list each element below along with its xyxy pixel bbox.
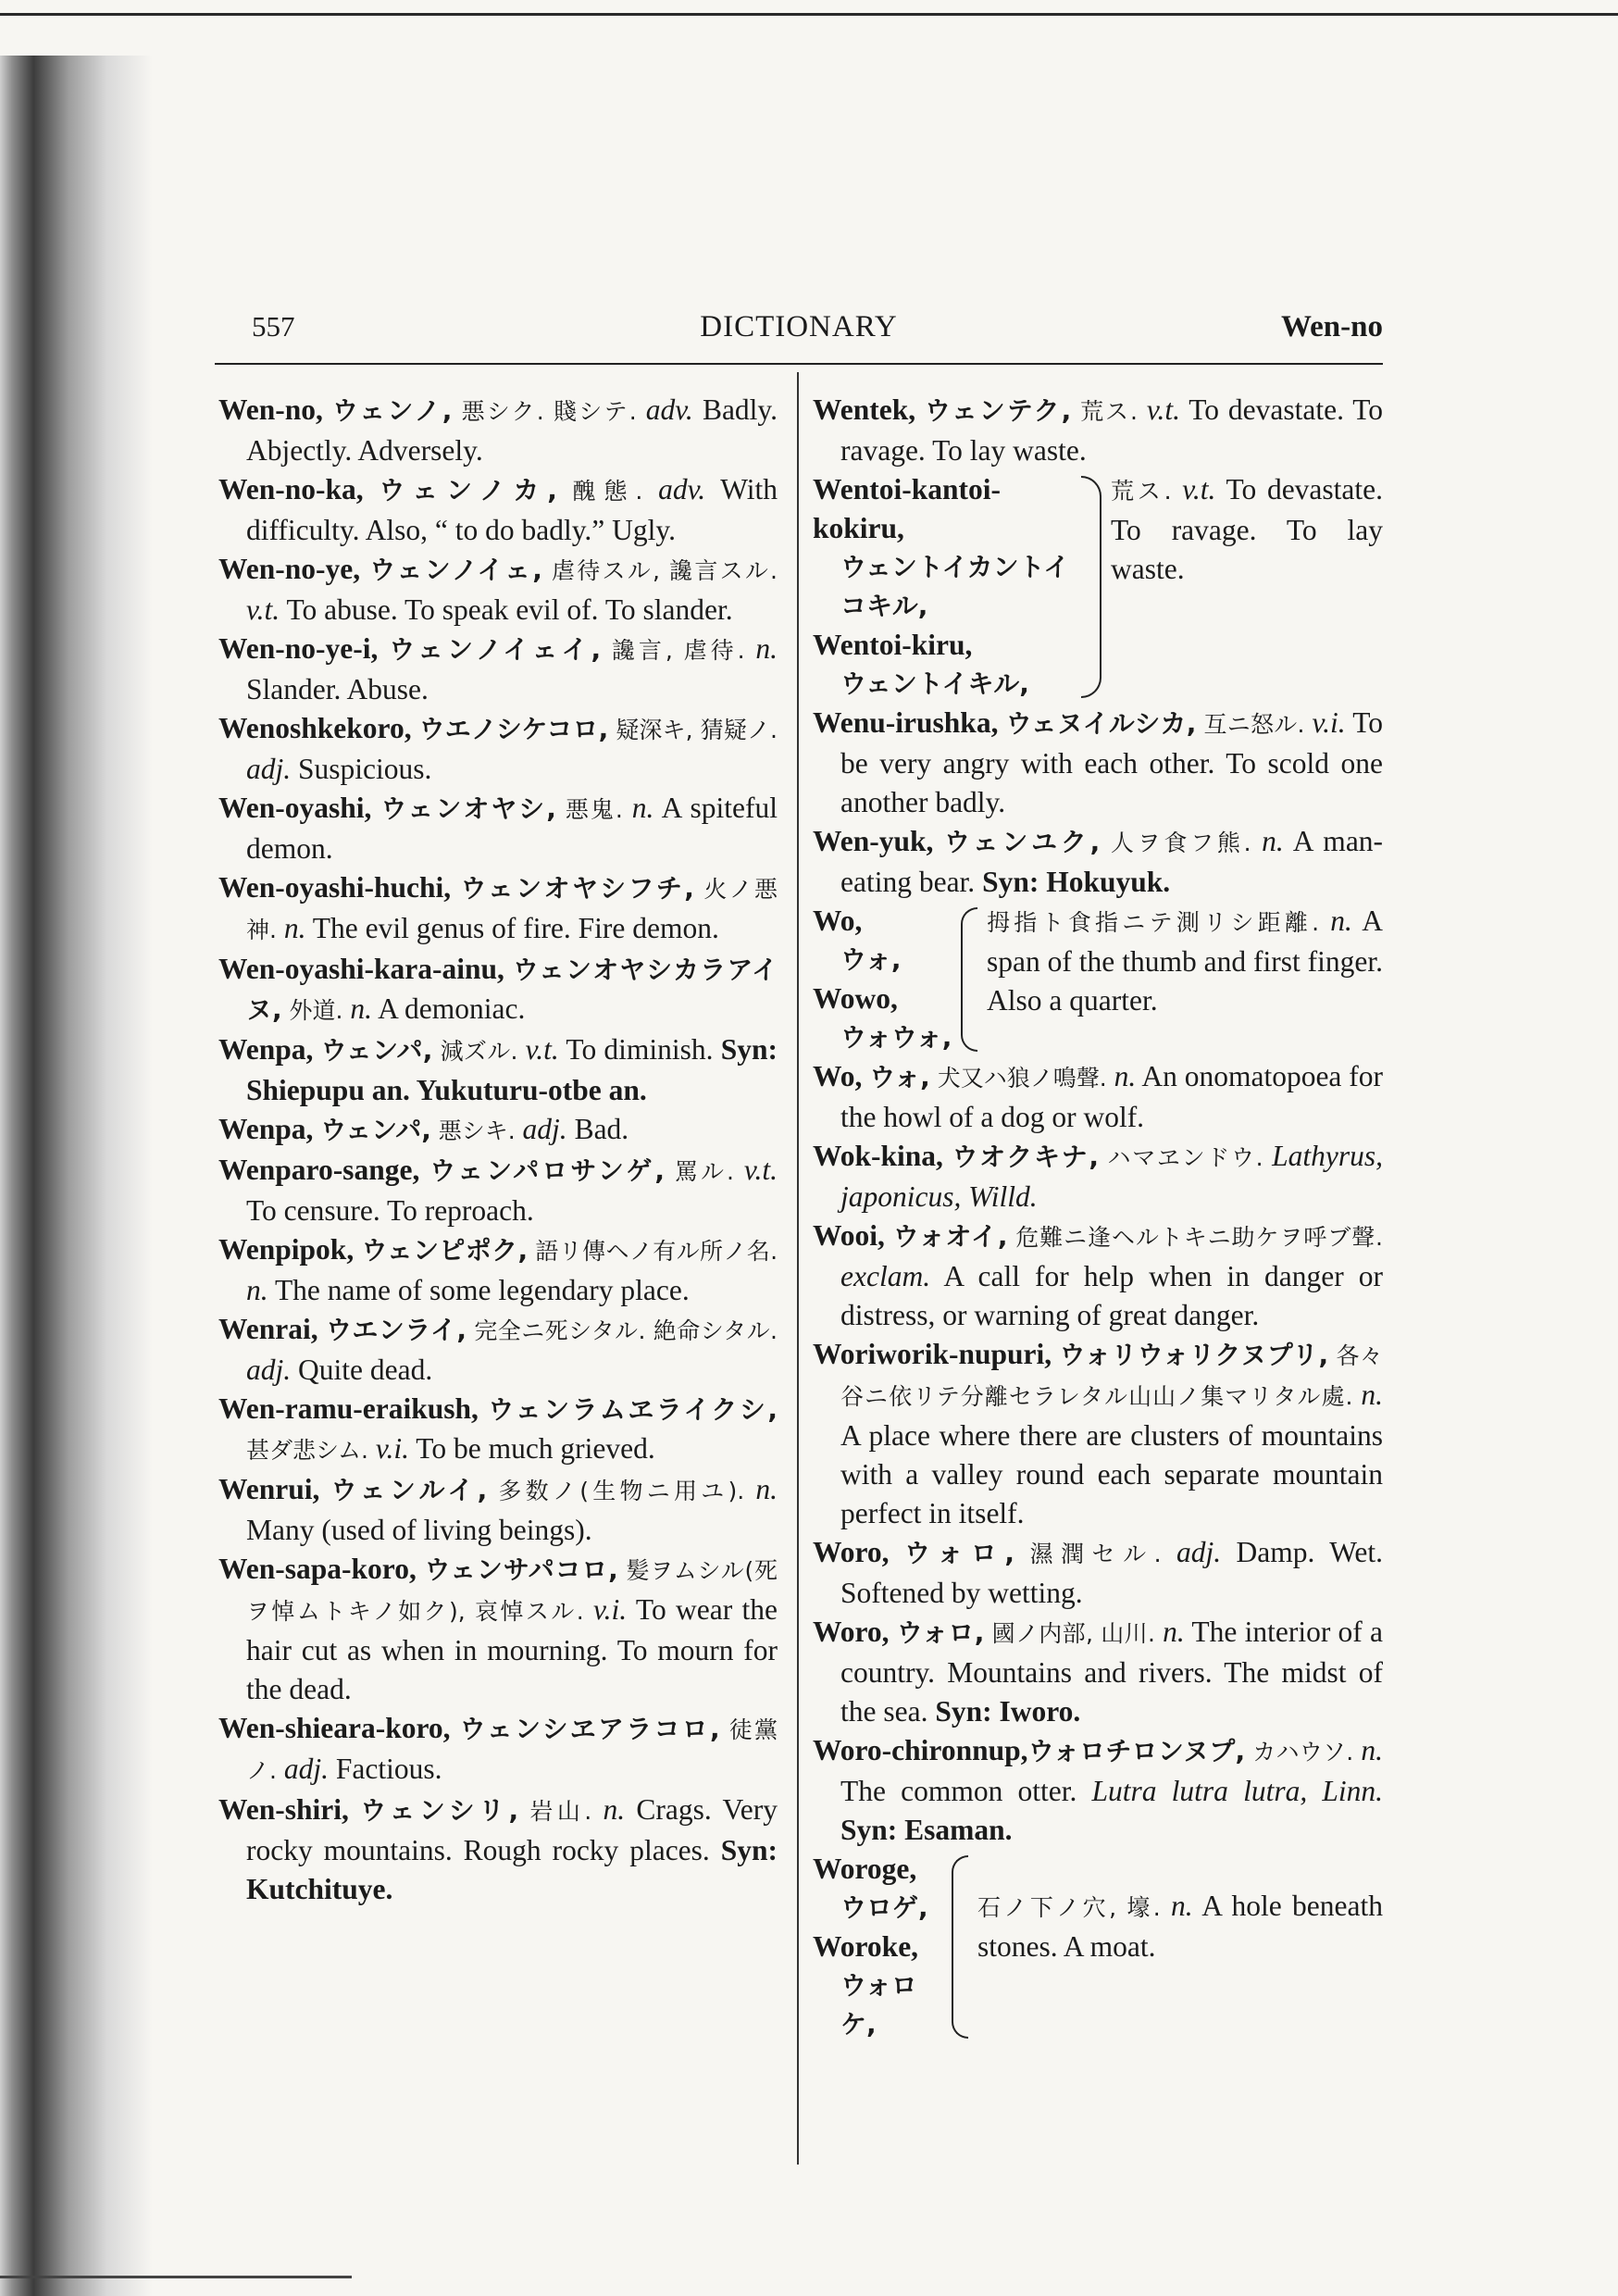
entry-woro-interior: Woro, ウォロ, 國ノ内部, 山川. n. The interior of a country. Mountains and rivers. The midst of the sea. Syn: Iworo. bbox=[813, 1616, 1384, 1728]
entry-wok-kina: Wok-kina, ウオクキナ, ハマヱンドウ. Lathyrus, japonicus, Willd. bbox=[813, 1140, 1384, 1213]
brace bbox=[1081, 476, 1101, 698]
book-binding-shadow bbox=[0, 56, 153, 2296]
entry-woroge-group: Woroge, ウロゲ, Woroke, ウォロケ, 石ノ下ノ穴, 壕. n. A hole beneath stones. A moat. bbox=[813, 1853, 1384, 2040]
dictionary-entry: Wen-no-ka, ウェンノカ, 醜態. adv. With difficulty. Also, “ to do badly.” Ugly. bbox=[218, 473, 778, 546]
column-divider bbox=[797, 372, 799, 2165]
dictionary-entry: Wen-no-ye, ウェンノイェ, 虐待スル, 讒言スル. v.t. To abuse. To speak evil of. To slander. bbox=[218, 553, 778, 626]
brace bbox=[961, 907, 977, 1052]
entry-woro-damp: Woro, ウォロ, 濕潤セル. adj. Damp. Wet. Softened by wetting. bbox=[813, 1536, 1384, 1609]
dictionary-entry: Wenpa, ウェンパ, 減ズル. v.t. To diminish. Syn: Shiepupu an. Yukuturu-otbe an. bbox=[218, 1033, 778, 1106]
dictionary-entry: Wenparo-sange, ウェンパロサンゲ, 罵ル. v.t. To censure. To reproach. bbox=[218, 1154, 778, 1227]
header-rule bbox=[215, 363, 1383, 365]
dictionary-entry: Wen-shiri, ウェンシリ, 岩山. n. Crags. Very rocky mountains. Rough rocky places. Syn: Kutchituye. bbox=[218, 1793, 778, 1905]
scan-edge-line-bottom bbox=[0, 2276, 352, 2278]
right-column bbox=[813, 391, 1383, 2044]
entry-wen-yuk: Wen-yuk, ウェンユク, 人ヲ食フ熊. n. A man-eating bear. Syn: Hokuyuk. bbox=[813, 825, 1384, 898]
dictionary-entry: Wen-oyashi, ウェンオヤシ, 悪鬼. n. A spiteful demon. bbox=[218, 792, 778, 865]
dictionary-entry: Wenrui, ウェンルイ, 多数ノ(生物ニ用ユ). n. Many (used of living beings). bbox=[218, 1473, 778, 1546]
entry-wooi: Wooi, ウォオイ, 危難ニ逢ヘルトキニ助ケヲ呼ブ聲. exclam. A call for help when in danger or distress, or warning of great danger. bbox=[813, 1219, 1384, 1331]
dictionary-entry: Wenoshkekoro, ウエノシケコロ, 疑深キ, 猜疑ノ. adj. Suspicious. bbox=[218, 712, 778, 785]
guide-word: Wen-no bbox=[1280, 310, 1383, 343]
dictionary-entry: Wen-oyashi-kara-ainu, ウェンオヤシカラアイヌ, 外道. n. A demoniac. bbox=[218, 953, 778, 1025]
entry-wentek: Wentek, ウェンテク, 荒ス. v.t. To devastate. To ravage. To lay waste. bbox=[813, 393, 1384, 467]
left-column bbox=[218, 391, 778, 1909]
entry-woriworik-nupuri: Woriworik-nupuri, ウォリウォリクヌプリ, 各々谷ニ依リテ分離セラレタル山山ノ集マリタル處. n. A place where there are clusters of mountains with a valley round each separate mountain perfect in itself. bbox=[813, 1338, 1384, 1529]
running-title: DICTIONARY bbox=[700, 310, 898, 343]
dictionary-entry: Wenpipok, ウェンピポク, 語リ傳ヘノ有ル所ノ名. n. The name of some legendary place. bbox=[218, 1233, 778, 1306]
dictionary-entry: Wen-no, ウェンノ, 悪シク. 賤シテ. adv. Badly. Abjectly. Adversely. bbox=[218, 393, 778, 467]
entry-woro-chironnup: Woro-chironnup,ウォロチロンヌプ, カハウソ. n. The common otter. Lutra lutra lutra, Linn. Syn: Esaman. bbox=[813, 1734, 1383, 1846]
dictionary-entry: Wenpa, ウェンパ, 悪シキ. adj. Bad. bbox=[218, 1113, 629, 1145]
page-header bbox=[215, 310, 1383, 364]
dictionary-entry: Wen-sapa-koro, ウェンサパコロ, 髪ヲムシル(死ヲ悼ムトキノ如ク), 哀悼スル. v.i. To wear the hair cut as when in mourning. To mourn for the dead. bbox=[218, 1553, 778, 1705]
entry-wenu-irushka: Wenu-irushka, ウェヌイルシカ, 互ニ怒ル. v.i. To be very angry with each other. To scold one another badly. bbox=[813, 706, 1384, 818]
dictionary-entry: Wen-no-ye-i, ウェンノイェイ, 讒言, 虐待. n. Slander. Abuse. bbox=[218, 632, 778, 705]
dictionary-entry: Wen-shieara-koro, ウェンシヱアラコロ, 徒黨ノ. adj. Factious. bbox=[218, 1712, 778, 1785]
entry-wentoi-group: Wentoi-kantoi-kokiru, ウェントイカントイコキル, Wentoi-kiru, ウェントイキル, 荒ス. v.t. To devastate. To ravage. To lay waste. bbox=[813, 473, 1384, 699]
scan-edge-line bbox=[0, 13, 1618, 16]
brace bbox=[952, 1855, 968, 2039]
dictionary-entry: Wen-ramu-eraikush, ウェンラムヱライクシ, 甚ダ悲シム. v.i. To be much grieved. bbox=[218, 1392, 778, 1465]
entry-wo-group: Wo, ウォ, Wowo, ウォウォ, 拇指ト食指ニテ測リシ距離. n. A span of the thumb and first finger. Also a quarter. bbox=[813, 905, 1384, 1053]
dictionary-entry: Wenrai, ウエンライ, 完全ニ死シタル. 絶命シタル. adj. Quite dead. bbox=[218, 1313, 778, 1386]
dictionary-entry: Wen-oyashi-huchi, ウェンオヤシフチ, 火ノ悪神. n. The evil genus of fire. Fire demon. bbox=[218, 871, 778, 944]
entry-wo: Wo, ウォ, 犬又ハ狼ノ鳴聲. n. An onomatopoea for the howl of a dog or wolf. bbox=[813, 1060, 1384, 1133]
page-number: 557 bbox=[252, 310, 295, 343]
